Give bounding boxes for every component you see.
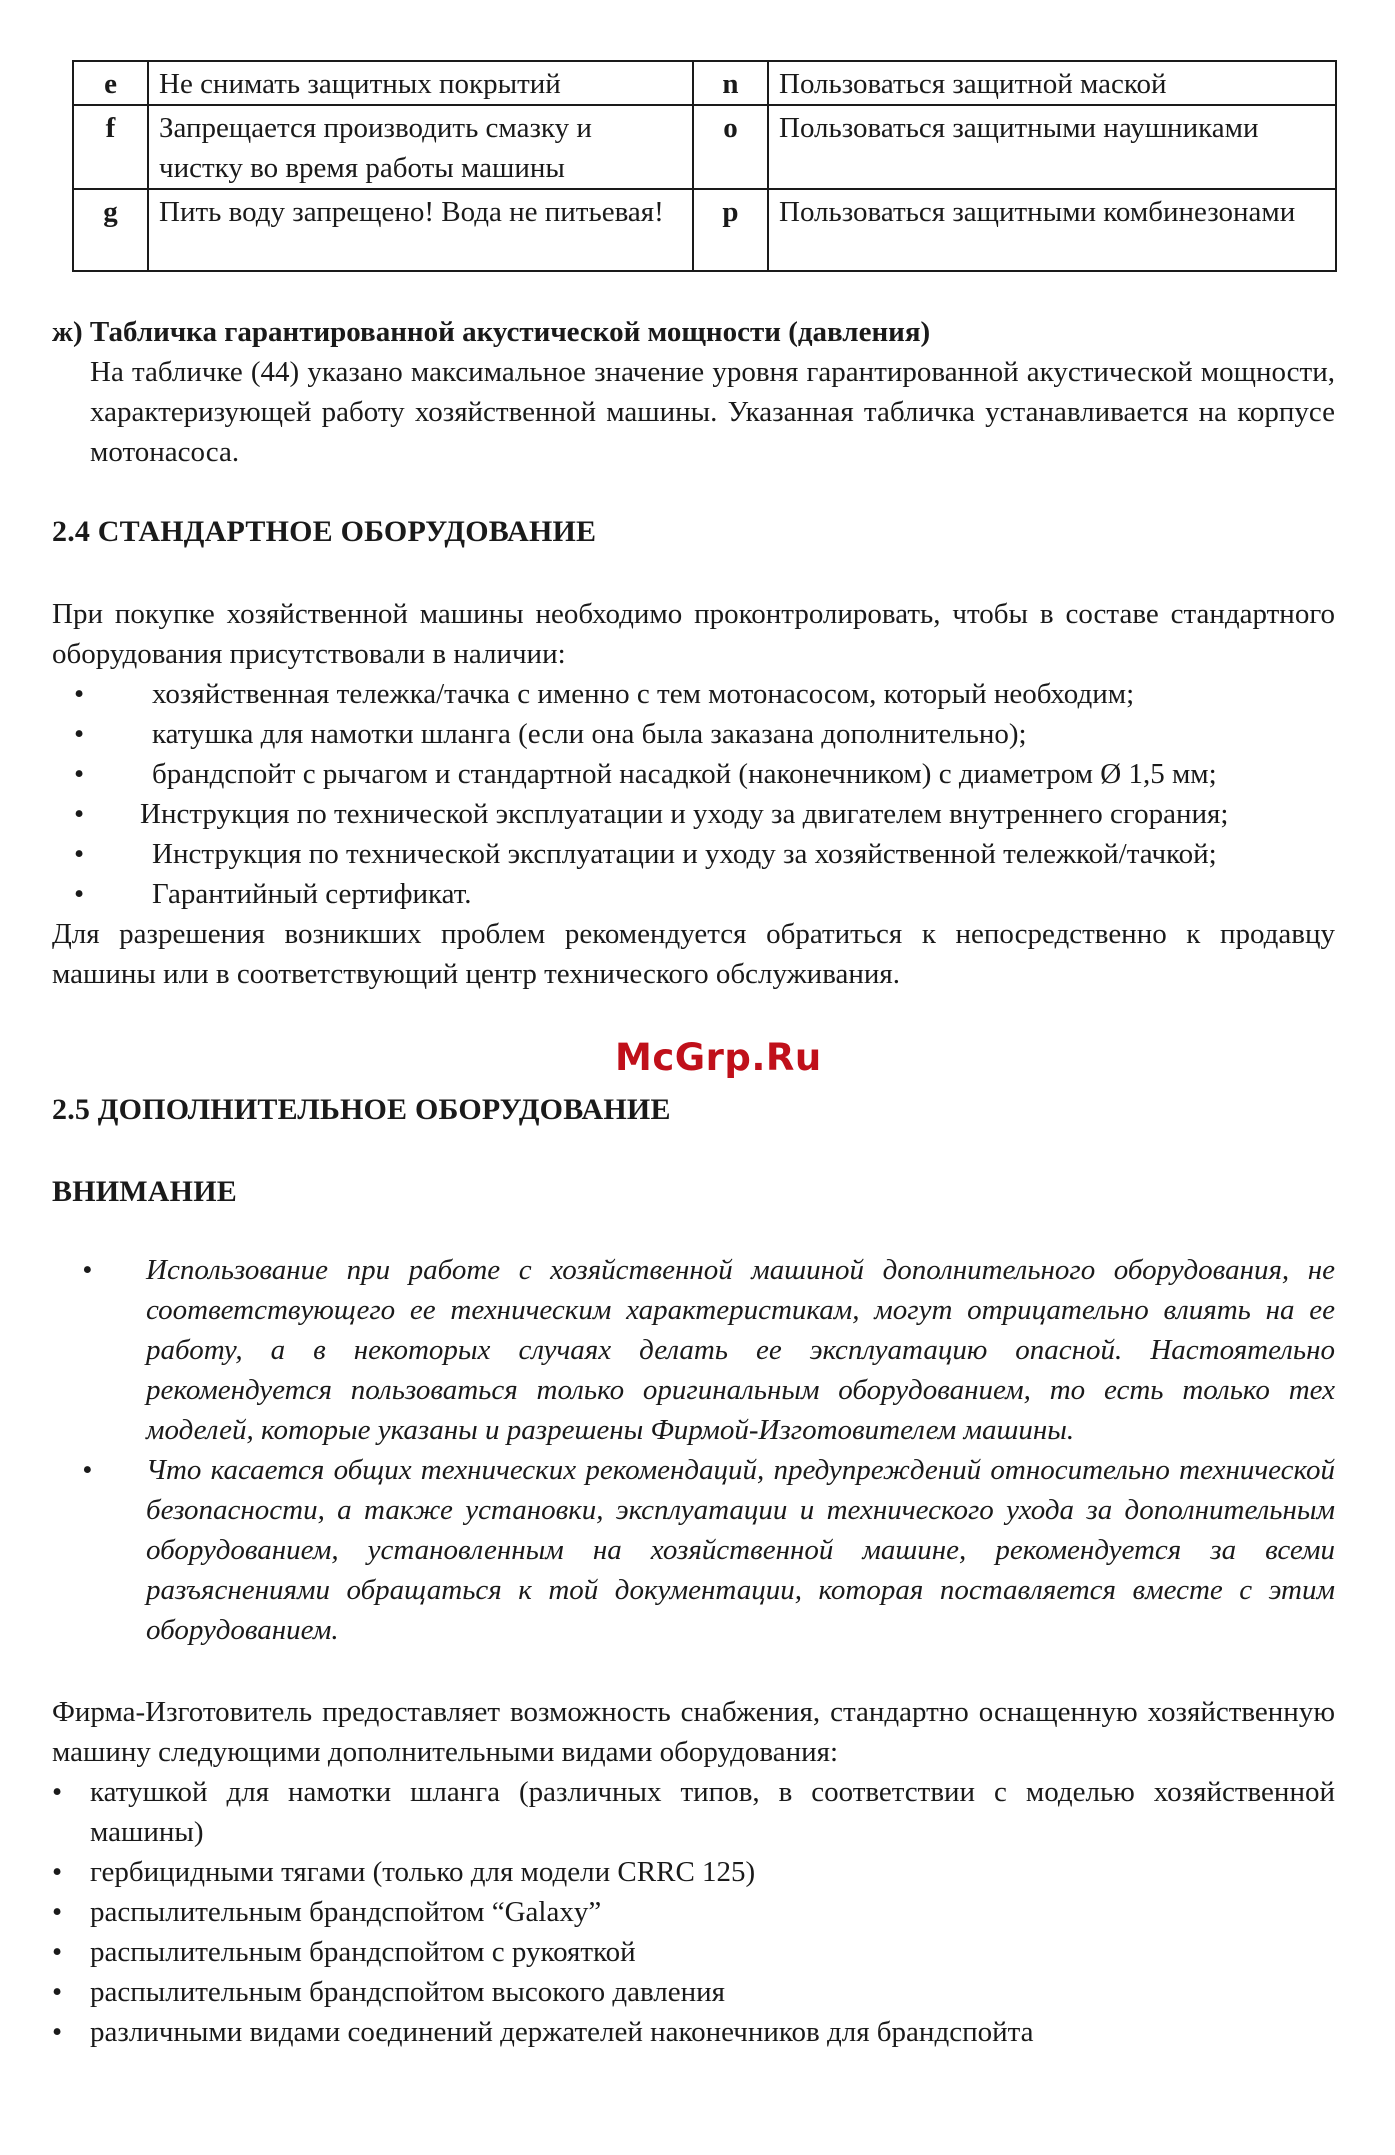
attention-heading: ВНИМАНИЕ: [52, 1175, 237, 1208]
bullet-icon: •: [82, 1254, 93, 1286]
symbol-key: n: [693, 61, 768, 105]
bullet-icon: •: [52, 1896, 63, 1928]
acoustic-plate-section: [52, 312, 1335, 472]
list-item: • Инструкция по технической эксплуатации и уходу за хозяйственной тележкой/тачкой;: [74, 838, 1217, 870]
list-item: • катушка для намотки шланга (если она была заказана дополнительно);: [74, 718, 1027, 750]
section-heading: 2.4 СТАНДАРТНОЕ ОБОРУДОВАНИЕ: [52, 515, 597, 548]
list-item: • различными видами соединений держателей наконечников для брандспойта: [52, 2012, 1335, 2052]
paragraph: При покупке хозяйственной машины необходимо проконтролировать, чтобы в составе стандартного оборудования присутствовали в наличии:: [52, 598, 1335, 670]
safety-symbols-table: [72, 60, 1337, 272]
list-item: • хозяйственная тележка/тачка с именно с тем мотонасосом, который необходим;: [74, 678, 1135, 710]
symbol-text: Не снимать защитных покрытий: [148, 61, 693, 105]
paragraph: Для разрешения возникших проблем рекомендуется обратиться к непосредственно к продавцу машины или в соответствующий центр технического обслуживания.: [52, 918, 1335, 990]
table-row: [73, 61, 1336, 105]
section-heading: 2.5 ДОПОЛНИТЕЛЬНОЕ ОБОРУДОВАНИЕ: [52, 1093, 671, 1126]
symbol-text: Пить воду запрещено! Вода не питьевая!: [148, 189, 693, 271]
section-2-5: [52, 1090, 1335, 2052]
subsection-heading: ж) Табличка гарантированной акустической мощности (давления): [52, 316, 931, 348]
watermark-text: McGrp.Ru: [615, 1036, 822, 1079]
list-item: • гербицидными тягами (только для модели CRRC 125): [52, 1852, 1335, 1892]
bullet-icon: •: [52, 1856, 63, 1888]
list-item: • распылительным брандспойтом с рукояткой: [52, 1932, 1335, 1972]
bullet-icon: •: [52, 2016, 63, 2048]
standard-equipment-list: [52, 674, 1335, 914]
symbol-key: f: [73, 105, 148, 189]
symbol-text: Пользоваться защитными наушниками: [768, 105, 1336, 189]
list-item: • Использование при работе с хозяйственной машиной дополнительного оборудования, не соответствующего ее техническим характеристикам, могут отрицательно влиять на ее работу, а в некоторых случаях делать ее эксплуатацию опасной. Настоятельно рекомендуется пользоваться только оригинальным оборудованием, то есть только тех моделей, которые указаны и разрешены Фирмой-Изготовителем машины.: [52, 1250, 1335, 1450]
symbol-key: e: [73, 61, 148, 105]
table-row: [73, 189, 1336, 271]
symbol-text: Пользоваться защитной маской: [768, 61, 1336, 105]
additional-equipment-list: [52, 1772, 1335, 2052]
list-item: • Инструкция по технической эксплуатации и уходу за двигателем внутреннего сгорания;: [74, 798, 1229, 830]
table-row: [73, 105, 1336, 189]
warning-list: [52, 1250, 1335, 1650]
paragraph: На табличке (44) указано максимальное значение уровня гарантированной акустической мощности, характеризующей работу хозяйственной машины. Указанная табличка устанавливается на корпусе мотонасоса.: [90, 356, 1335, 468]
paragraph: Фирма-Изготовитель предоставляет возможность снабжения, стандартно оснащенную хозяйственную машину следующими дополнительными видами оборудования:: [52, 1696, 1335, 1768]
bullet-icon: •: [52, 1976, 63, 2008]
symbol-text: Пользоваться защитными комбинезонами: [768, 189, 1336, 271]
list-item: • брандспойт с рычагом и стандартной насадкой (наконечником) с диаметром Ø 1,5 мм;: [74, 758, 1217, 790]
bullet-icon: •: [52, 1936, 63, 1968]
list-item: • распылительным брандспойтом “Galaxy”: [52, 1892, 1335, 1932]
symbol-key: p: [693, 189, 768, 271]
symbol-text: Запрещается производить смазку и чистку во время работы машины: [148, 105, 693, 189]
section-2-4: [52, 512, 1335, 994]
bullet-icon: •: [82, 1454, 93, 1486]
list-item: • Гарантийный сертификат.: [74, 878, 472, 910]
list-item: • распылительным брандспойтом высокого давления: [52, 1972, 1335, 2012]
symbol-key: o: [693, 105, 768, 189]
bullet-icon: •: [52, 1776, 63, 1808]
list-item: • Что касается общих технических рекомендаций, предупреждений относительно технической безопасности, а также установки, эксплуатации и технического ухода за дополнительным оборудованием, установленным на хозяйственной машине, рекомендуется за всеми разъяснениями обращаться к той документации, которая поставляется вместе с этим оборудованием.: [52, 1450, 1335, 1650]
list-item: • катушкой для намотки шланга (различных типов, в соответствии с моделью хозяйственной машины): [52, 1772, 1335, 1852]
symbol-key: g: [73, 189, 148, 271]
